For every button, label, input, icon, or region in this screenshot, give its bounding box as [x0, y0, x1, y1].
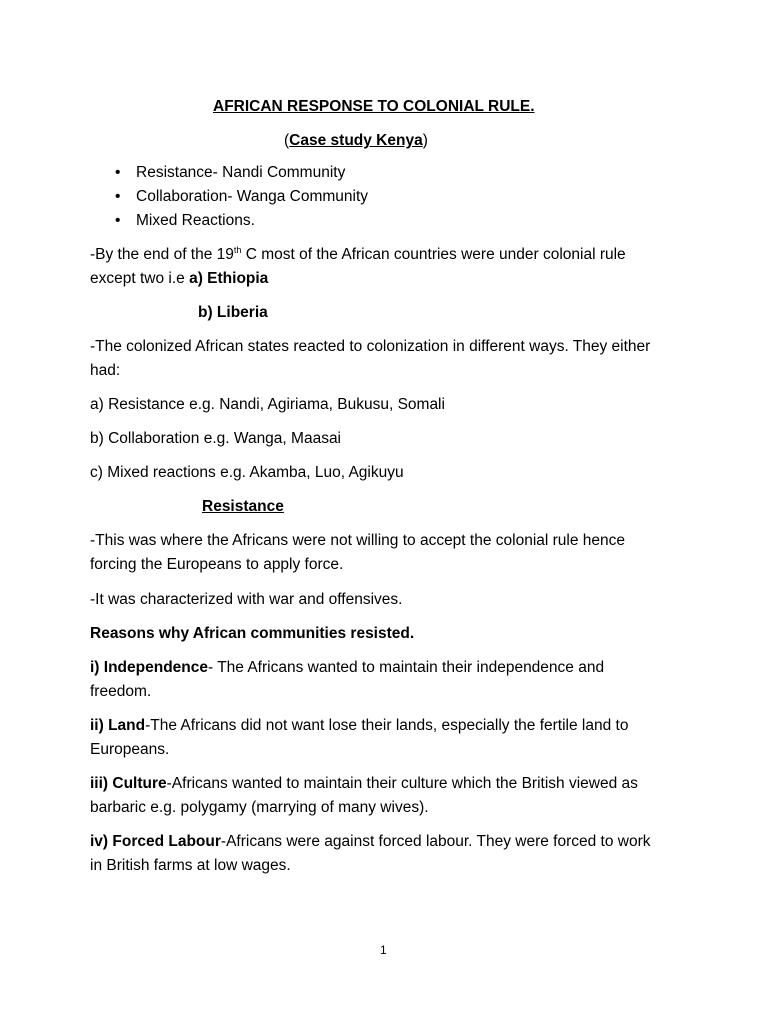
- paragraph-line: forcing the Europeans to apply force.: [90, 556, 344, 573]
- paragraph-line: [90, 267, 268, 291]
- reason-line: [90, 656, 604, 680]
- text-run: - The Africans wanted to maintain their independence and: [208, 659, 605, 676]
- reason-line: freedom.: [90, 683, 152, 700]
- reason-label: iv) Forced Labour: [90, 833, 221, 850]
- subtitle-text: Case study Kenya: [289, 132, 423, 149]
- reason-line: [90, 830, 651, 854]
- bullet-item: Mixed Reactions.: [136, 212, 255, 229]
- bullet-icon: •: [115, 188, 121, 205]
- list-item: b) Collaboration e.g. Wanga, Maasai: [90, 430, 342, 447]
- reason-line: [90, 772, 638, 796]
- paragraph-line: [90, 243, 626, 267]
- liberia-line: b) Liberia: [198, 304, 268, 321]
- reason-line: in British farms at low wages.: [90, 857, 291, 874]
- document-title: AFRICAN RESPONSE TO COLONIAL RULE.: [213, 98, 535, 115]
- section-heading-resistance: Resistance: [202, 498, 284, 515]
- text-run: -The Africans did not want lose their lands, especially the fertile land to: [145, 717, 629, 734]
- text-run: C most of the African countries were under colonial rule: [241, 246, 626, 263]
- paragraph-line: had:: [90, 362, 121, 379]
- paragraph-line: -The colonized African states reacted to colonization in different ways. They either: [90, 338, 651, 355]
- bullet-icon: •: [115, 212, 121, 229]
- superscript: th: [233, 245, 242, 255]
- text-run: -Africans wanted to maintain their culture which the British viewed as: [166, 775, 638, 792]
- page-number: 1: [380, 943, 387, 957]
- subtitle-open-paren: (: [284, 132, 290, 149]
- reasons-heading: Reasons why African communities resisted.: [90, 625, 415, 642]
- document-subtitle: [284, 129, 428, 153]
- reason-label: ii) Land: [90, 717, 146, 734]
- reason-line: [90, 714, 628, 738]
- subtitle-close-paren: ): [422, 132, 428, 149]
- reason-line: barbaric e.g. polygamy (marrying of many wives).: [90, 799, 429, 816]
- bullet-icon: •: [115, 164, 121, 181]
- list-item: a) Resistance e.g. Nandi, Agiriama, Bukusu, Somali: [90, 396, 445, 413]
- reason-label: i) Independence: [90, 659, 208, 676]
- paragraph-line: -It was characterized with war and offensives.: [90, 591, 403, 608]
- text-run: except two i.e: [90, 270, 190, 287]
- text-run: -Africans were against forced labour. They were forced to work: [220, 833, 651, 850]
- bullet-item: Collaboration- Wanga Community: [136, 188, 369, 205]
- reason-line: Europeans.: [90, 741, 170, 758]
- list-item: c) Mixed reactions e.g. Akamba, Luo, Agikuyu: [90, 464, 404, 481]
- paragraph-line: -This was where the Africans were not willing to accept the colonial rule hence: [90, 532, 626, 549]
- reason-label: iii) Culture: [90, 775, 167, 792]
- text-run: -By the end of the 19: [90, 246, 234, 263]
- bold-run: a) Ethiopia: [189, 270, 269, 287]
- bullet-item: Resistance- Nandi Community: [136, 164, 346, 181]
